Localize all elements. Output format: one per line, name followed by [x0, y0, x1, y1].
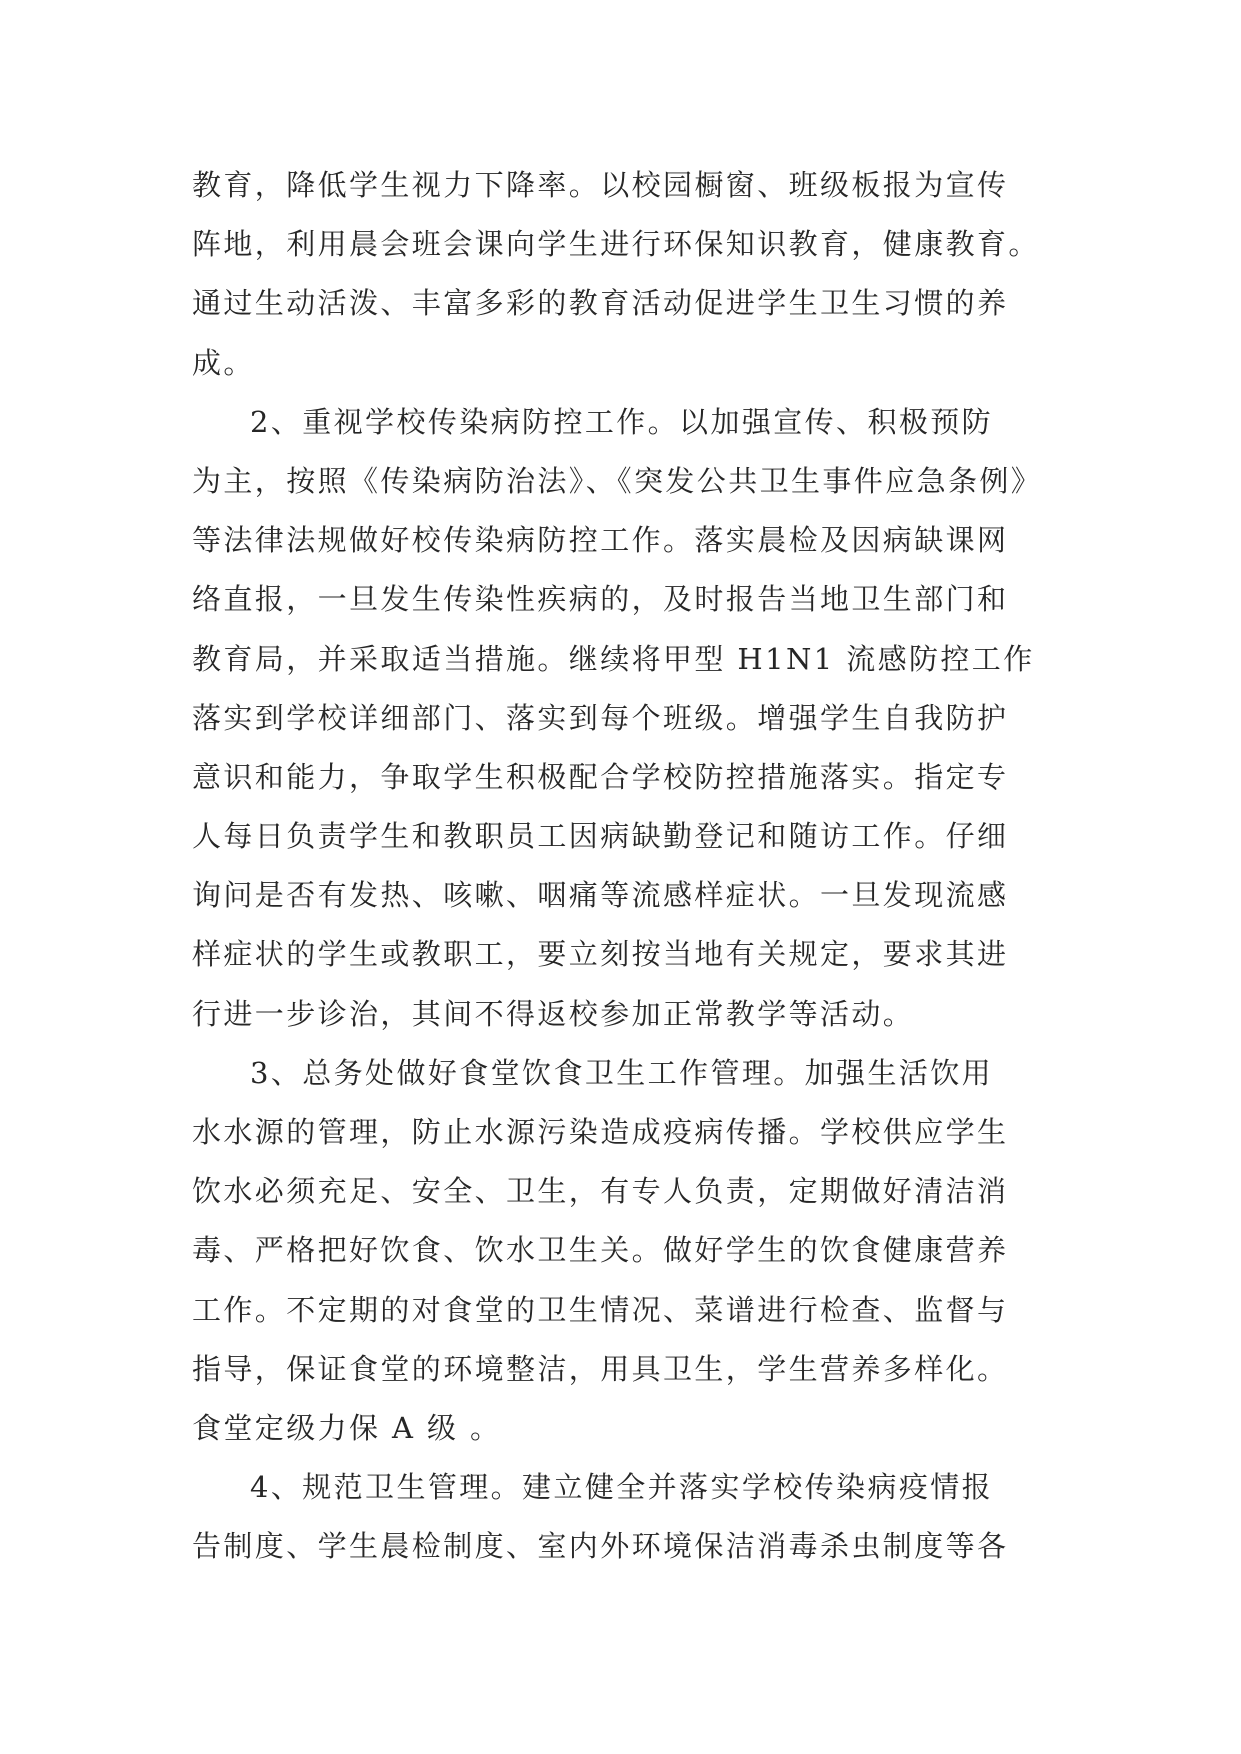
text-line: 水水源的管理，防止水源污染造成疫病传播。学校供应学生 — [192, 1115, 1009, 1149]
text-line: 为主，按照《传染病防治法》、《突发公共卫生事件应急条例》 — [192, 463, 1043, 498]
text-line: 告制度、学生晨检制度、室内外环境保洁消毒杀虫制度等各 — [192, 1529, 1009, 1564]
text-line: 通过生动活泼、丰富多彩的教育活动促进学生卫生习惯的养 — [192, 286, 1009, 321]
text-line: 人每日负责学生和教职员工因病缺勤登记和随访工作。仔细 — [192, 819, 1009, 854]
text-line: 工作。不定期的对食堂的卫生情况、菜谱进行检查、监督与 — [192, 1292, 1009, 1327]
text-line: 样症状的学生或教职工，要立刻按当地有关规定，要求其进 — [192, 937, 1009, 972]
text-line: 教育局，并采取适当措施。继续将甲型 H1N1 流感防控工作 — [192, 641, 1035, 676]
text-line: 络直报，一旦发生传染性疾病的，及时报告当地卫生部门和 — [192, 582, 1009, 617]
text-line: 行进一步诊治，其间不得返校参加正常教学等活动。 — [192, 996, 915, 1031]
text-line: 食堂定级力保 A 级 。 — [192, 1410, 502, 1445]
text-line: 饮水必须充足、安全、卫生，有专人负责，定期做好清洁消 — [192, 1174, 1009, 1209]
text-line: 指导，保证食堂的环境整洁，用具卫生，学生营养多样化。 — [192, 1351, 1009, 1386]
text-line: 阵地，利用晨会班会课向学生进行环保知识教育，健康教育。 — [192, 227, 1040, 262]
text-line: 毒、严格把好饮食、饮水卫生关。做好学生的饮食健康营养 — [192, 1233, 1009, 1268]
paragraph-start-line: 4、规范卫生管理。建立健全并落实学校传染病疫情报 — [250, 1470, 994, 1505]
paragraph-start-line: 2、重视学校传染病防控工作。以加强宣传、积极预防 — [250, 404, 994, 439]
body-text — [192, 156, 1072, 1577]
text-line: 成。 — [192, 345, 255, 380]
text-line: 落实到学校详细部门、落实到每个班级。增强学生自我防护 — [192, 700, 1009, 735]
text-line: 教育，降低学生视力下降率。以校园橱窗、班级板报为宣传 — [192, 168, 1009, 202]
text-line: 等法律法规做好校传染病防控工作。落实晨检及因病缺课网 — [192, 523, 1009, 558]
text-line: 询问是否有发热、咳嗽、咽痛等流感样症状。一旦发现流感 — [192, 878, 1009, 913]
text-line: 意识和能力，争取学生积极配合学校防控措施落实。指定专 — [192, 759, 1009, 794]
paragraph-start-line: 3、总务处做好食堂饮食卫生工作管理。加强生活饮用 — [250, 1055, 994, 1090]
